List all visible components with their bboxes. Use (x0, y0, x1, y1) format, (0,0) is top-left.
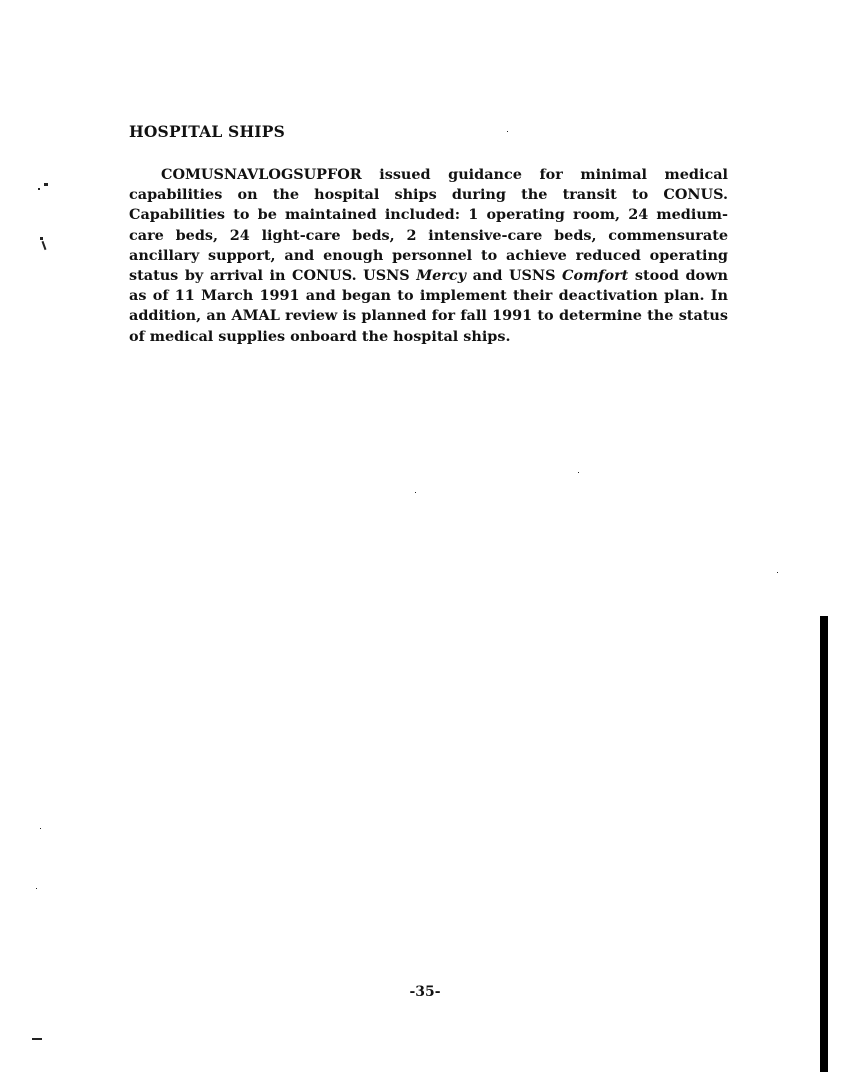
paragraph-text-part1: COMUSNAVLOGSUPFOR issued guidance for minimal medical capabilities on the hospital ships during the transit to CONUS. Capabilities to be maintained included: 1 operating room, 24 medium-care beds, 24 light-care beds, 2 intensive-care beds, commensurate ancillary support, and enough personnel to achieve reduced operating status by arrival in CONUS. USNS (129, 166, 728, 285)
scan-speck (777, 572, 778, 573)
scan-speck (38, 188, 40, 190)
section-heading: HOSPITAL SHIPS (129, 122, 285, 141)
ship-name-mercy: Mercy (416, 267, 466, 285)
scan-speck (507, 131, 508, 132)
scan-speck (32, 1038, 42, 1040)
page-number: -35- (409, 984, 441, 1000)
scan-speck (42, 241, 47, 250)
scan-speck (40, 237, 43, 240)
body-paragraph (129, 165, 728, 347)
ship-name-comfort: Comfort (562, 267, 629, 285)
scan-margin-bar (820, 616, 828, 1072)
scan-speck (36, 888, 37, 889)
scan-speck (415, 492, 416, 493)
scan-speck (40, 828, 41, 829)
paragraph-text-part2: and USNS (466, 267, 563, 285)
scan-speck (578, 472, 579, 473)
scan-speck (44, 183, 48, 186)
paragraph-text-part3: stood down as of 11 March 1991 and began to implement their deactivation plan. In addition, an AMAL review is planned for fall 1991 to determine the status of medical supplies onboard the hospital ships. (129, 267, 728, 345)
